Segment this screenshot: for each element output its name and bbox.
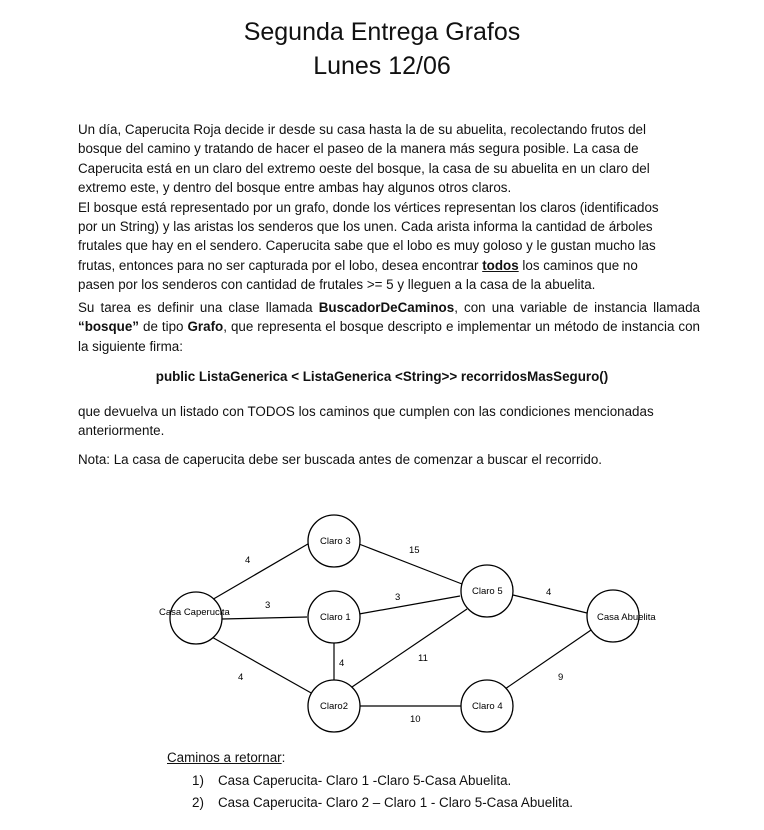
description-line: Caperucita está en un claro del extremo oeste del bosque, la casa de su abuelita en un claro del	[78, 160, 650, 176]
routes-heading	[167, 750, 285, 765]
page-title: Segunda Entrega Grafos	[243, 18, 521, 46]
edge-c1-c5	[359, 596, 460, 614]
list-item	[192, 792, 573, 814]
routes-title-text: Caminos a retornar	[167, 750, 282, 765]
edge-cc-c1	[222, 617, 307, 619]
routes-title-suffix: :	[281, 750, 286, 765]
route-number: 2)	[192, 795, 204, 810]
route-text: Casa Caperucita- Claro 2 – Claro 1 - Claro 5-Casa Abuelita.	[218, 795, 574, 810]
node-label: Claro 4	[472, 701, 503, 712]
route-number: 1)	[192, 773, 204, 788]
node-label: Casa Caperucita	[159, 607, 230, 618]
emphasis-todos: todos	[482, 257, 519, 273]
edge-weight: 11	[418, 653, 428, 664]
edge-c4-ca	[505, 628, 594, 689]
return-description: que devuelva un listado con TODOS los caminos que cumplen con las condiciones mencionadas anteriormente.	[78, 404, 654, 439]
edge-weight: 4	[238, 672, 244, 683]
description-line: Un día, Caperucita Roja decide ir desde su casa hasta la de su abuelita, recolectando frutos del	[78, 122, 646, 137]
edge-cc-c3	[210, 541, 313, 601]
class-name: BuscadorDeCaminos	[318, 300, 455, 315]
node-label: Claro 5	[472, 586, 503, 597]
note: Nota: La casa de caperucita debe ser buscada antes de comenzar a buscar el recorrido.	[78, 452, 603, 467]
routes-list	[192, 770, 573, 814]
page-subtitle-date: Lunes 12/06	[313, 52, 451, 80]
edge-weight: 10	[410, 714, 421, 725]
list-item	[192, 770, 573, 792]
node-label: Casa Abuelita	[597, 612, 656, 623]
description-line: por un String) y las aristas los senderos que los unen. Cada arista informa la cantidad de árboles	[78, 219, 653, 235]
variable-name: “bosque”	[78, 319, 140, 335]
task-text: , que representa el bosque descripto e implementar un método de instancia con la siguiente firma:	[78, 319, 700, 354]
description-line: El bosque está representado por un grafo, donde los vértices representan los claros (identificados	[78, 199, 659, 215]
edge-weight: 4	[245, 555, 251, 566]
description-line: pasen por los senderos con cantidad de frutales >= 5 y lleguen a la casa de la abuelita.	[78, 277, 596, 293]
node-label: Claro 3	[320, 536, 351, 547]
node-label: Claro 1	[320, 612, 351, 623]
edge-c2-c5	[352, 609, 467, 687]
method-signature: public ListaGenerica < ListaGenerica <String>> recorridosMasSeguro()	[155, 369, 609, 384]
task-text: Su tarea es definir una clase llamada	[78, 300, 319, 315]
description-line: frutales que hay en el sendero. Caperucita sabe que el lobo es muy goloso y le gustan mucho las	[78, 238, 656, 254]
description-text: frutas, entonces para no ser capturada por el lobo, desea encontrar	[78, 257, 483, 273]
edge-weight: 4	[339, 658, 345, 669]
edge-weight: 15	[409, 545, 420, 556]
edge-weight: 3	[265, 600, 271, 611]
description-text: los caminos que no	[518, 257, 638, 273]
task-text: de tipo	[139, 319, 188, 335]
edge-weight: 3	[395, 592, 401, 603]
edge-weight: 9	[558, 672, 564, 683]
type-name: Grafo	[187, 319, 224, 335]
description-line: bosque del camino y tratando de hacer el paseo de la manera más segura posible. La casa de	[78, 141, 639, 157]
edge-weight: 4	[546, 587, 552, 598]
node-casa-caperucita	[170, 592, 222, 644]
route-text: Casa Caperucita- Claro 1 -Claro 5-Casa Abuelita.	[218, 773, 512, 788]
description-line: extremo este, y dentro del bosque entre ambas hay algunos otros claros.	[78, 180, 512, 196]
node-label: Claro2	[320, 701, 348, 712]
task-text: , con una variable de instancia llamada	[454, 300, 700, 315]
edge-cc-c2	[210, 636, 313, 694]
